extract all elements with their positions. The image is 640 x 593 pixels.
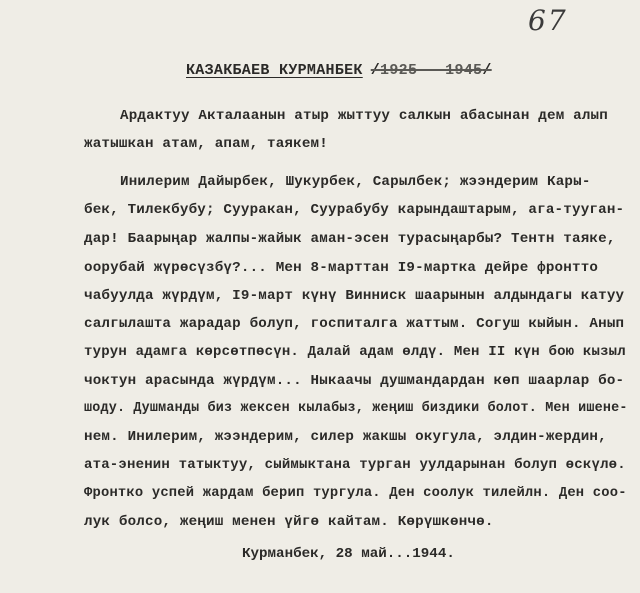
body-line: чабуулда жүрдүм, I9-март күнү Винниск шаарынын алдындагы катуу [84, 288, 625, 304]
body-line: бек, Тилекбубу; Сууракан, Суурабубу карындаштарым, ага-тууган- [84, 202, 625, 218]
body-line: Инилерим Дайырбек, Шукурбек, Сарылбек; жээндерим Кары- [120, 174, 591, 190]
life-years [371, 62, 492, 79]
body-line: турун адамга көрсөтпөсүн. Далай адам өлдү. Мен II күн бою кызыл [84, 344, 626, 360]
author-name: КАЗАКБАЕВ КУРМАНБЕК [186, 62, 363, 79]
slash-close: / [482, 62, 492, 79]
signature-line: Курманбек, 28 май...1944. [242, 546, 455, 562]
slash-open: / [370, 62, 381, 79]
body-line: лук болсо, жеңиш менен үйгө кайтам. Көрүшкөнчө. [84, 514, 494, 530]
years-text: 1925 - 1945 [380, 62, 483, 79]
body-line: ата-эненин татыктуу, сыймыктана турган уулдарынан болуп өскүлө. [84, 457, 626, 473]
body-line: нем. Инилерим, жээндерим, силер жакшы окугула, элдин-жердин, [84, 429, 607, 445]
body-line: салгылашта жарадар болуп, госпиталга жаттым. Согуш кыйын. Анып [84, 316, 625, 332]
letter-title [186, 62, 492, 79]
body-line: оорубай жүрөсүзбү?... Мен 8-марттан I9-мартка дейре фронтто [84, 260, 599, 276]
body-line: Ардактуу Акталаанын атыр жыттуу салкын абасынан дем алып [120, 108, 608, 124]
body-line: Фронтко успей жардам берип тургула. Ден соолук тилейлн. Ден соо- [84, 486, 627, 501]
page-number: 67 [528, 4, 568, 37]
body-line: дар! Баарыңар жалпы-жайык аман-эсен турасыңарбы? Тентн таяке, [84, 231, 616, 247]
body-line: жатышкан атам, апам, таякем! [84, 136, 328, 152]
body-line: шоду. Душманды биз жексен кылабыз, жеңиш биздики болот. Мен ишене- [84, 401, 628, 416]
body-line: чоктун арасында жүрдүм... Ныкаачы душмандардан көп шаарлар бо- [84, 373, 625, 389]
